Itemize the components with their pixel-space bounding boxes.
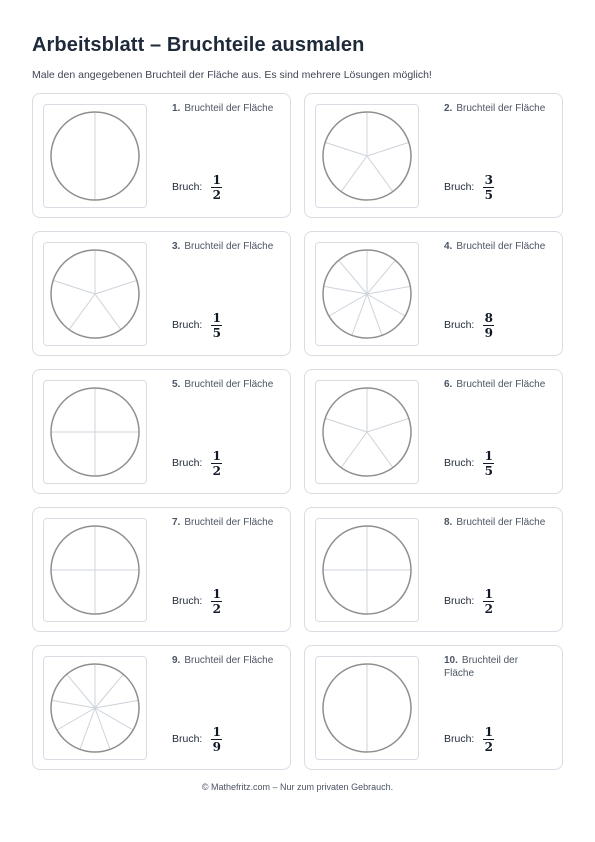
circle-shape[interactable] <box>319 660 415 756</box>
exercise-prompt: Bruchteil der Fläche <box>184 241 274 252</box>
denominator: 2 <box>212 187 222 202</box>
denominator: 9 <box>212 739 222 754</box>
fraction-label: Bruch: <box>444 181 475 193</box>
fraction-label: Bruch: <box>172 181 203 193</box>
denominator: 2 <box>212 601 222 616</box>
exercise-prompt: Bruchteil der Fläche <box>456 379 546 390</box>
exercise-number: 1. <box>172 103 181 114</box>
exercise-prompt: Bruchteil der Fläche <box>456 241 546 252</box>
fraction <box>483 311 494 340</box>
exercise-description <box>444 516 549 529</box>
denominator: 2 <box>484 601 494 616</box>
exercise-number: 8. <box>444 517 453 528</box>
exercise-prompt: Bruchteil der Fläche <box>456 517 546 528</box>
exercise-card <box>32 231 291 356</box>
sector-divider <box>80 708 95 749</box>
sector-divider <box>367 432 393 468</box>
exercise-card <box>32 93 291 218</box>
exercise-prompt: Bruchteil der Fläche <box>184 517 274 528</box>
fraction-label: Bruch: <box>172 733 203 745</box>
exercise-card <box>32 645 291 770</box>
exercise-description <box>444 102 549 115</box>
shape-frame <box>315 104 419 208</box>
numerator: 1 <box>212 310 222 325</box>
exercise-description <box>172 240 277 253</box>
shape-frame <box>43 518 147 622</box>
fraction <box>483 725 494 754</box>
page-title: Arbeitsblatt – Bruchteile ausmalen <box>32 34 365 56</box>
circle-shape[interactable] <box>47 108 143 204</box>
circle-shape[interactable] <box>47 246 143 342</box>
sector-divider <box>53 280 95 294</box>
fraction-label: Bruch: <box>444 733 475 745</box>
sector-divider <box>95 280 137 294</box>
fraction-row <box>172 446 222 480</box>
exercise-number: 3. <box>172 241 181 252</box>
denominator: 9 <box>484 325 494 340</box>
sector-divider <box>329 294 367 316</box>
exercise-card <box>304 93 563 218</box>
exercise-number: 9. <box>172 655 181 666</box>
denominator: 2 <box>212 463 222 478</box>
circle-shape[interactable] <box>319 522 415 618</box>
exercise-description <box>172 102 277 115</box>
exercise-prompt: Bruchteil der Fläche <box>184 379 274 390</box>
fraction <box>483 449 494 478</box>
fraction-label: Bruch: <box>172 457 203 469</box>
fraction <box>211 311 222 340</box>
fraction-row <box>444 722 494 756</box>
shape-frame <box>315 242 419 346</box>
exercise-description <box>444 240 549 253</box>
exercise-card <box>304 231 563 356</box>
shape-frame <box>315 380 419 484</box>
shape-frame <box>315 518 419 622</box>
exercise-prompt: Bruchteil der Fläche <box>444 655 519 679</box>
footer-copyright: © Mathefritz.com – Nur zum privaten Gebrauch. <box>201 782 394 792</box>
sector-divider <box>367 142 409 156</box>
sector-divider <box>367 156 393 192</box>
numerator: 1 <box>212 586 222 601</box>
circle-shape[interactable] <box>319 108 415 204</box>
fraction-row <box>444 308 494 342</box>
exercise-card <box>32 369 291 494</box>
instructions: Male den angegebenen Bruchteil der Fläche aus. Es sind mehrere Lösungen möglich! <box>32 69 432 81</box>
fraction-row <box>172 584 222 618</box>
shape-frame <box>315 656 419 760</box>
denominator: 2 <box>484 739 494 754</box>
exercise-description <box>172 378 277 391</box>
shape-frame <box>43 242 147 346</box>
sector-divider <box>67 674 95 708</box>
shape-frame <box>43 104 147 208</box>
exercise-description <box>444 378 549 391</box>
fraction <box>211 449 222 478</box>
sector-divider <box>57 708 95 730</box>
exercise-number: 7. <box>172 517 181 528</box>
circle-shape[interactable] <box>319 246 415 342</box>
numerator: 8 <box>484 310 494 325</box>
sector-divider <box>352 294 367 335</box>
exercise-grid <box>32 93 563 770</box>
fraction-label: Bruch: <box>172 595 203 607</box>
circle-shape[interactable] <box>319 384 415 480</box>
exercise-number: 4. <box>444 241 453 252</box>
sector-divider <box>367 294 382 335</box>
fraction-row <box>444 446 494 480</box>
circle-shape[interactable] <box>47 384 143 480</box>
numerator: 1 <box>212 172 222 187</box>
fraction-row <box>172 170 222 204</box>
circle-shape[interactable] <box>47 522 143 618</box>
sector-divider <box>324 286 367 294</box>
shape-frame <box>43 656 147 760</box>
sector-divider <box>341 156 367 192</box>
sector-divider <box>367 418 409 432</box>
exercise-description <box>172 516 277 529</box>
sector-divider <box>339 260 367 294</box>
fraction <box>483 587 494 616</box>
exercise-description <box>172 654 277 667</box>
exercise-description <box>444 654 549 680</box>
fraction-label: Bruch: <box>444 595 475 607</box>
fraction-label: Bruch: <box>444 457 475 469</box>
sector-divider <box>95 294 121 330</box>
exercise-number: 6. <box>444 379 453 390</box>
numerator: 1 <box>484 724 494 739</box>
exercise-prompt: Bruchteil der Fläche <box>456 103 546 114</box>
sector-divider <box>367 294 405 316</box>
exercise-card <box>304 507 563 632</box>
fraction-row <box>172 308 222 342</box>
fraction <box>211 173 222 202</box>
exercise-card <box>304 369 563 494</box>
exercise-number: 2. <box>444 103 453 114</box>
exercise-prompt: Bruchteil der Fläche <box>184 655 274 666</box>
fraction-row <box>444 170 494 204</box>
denominator: 5 <box>212 325 222 340</box>
sector-divider <box>95 708 110 749</box>
denominator: 5 <box>484 187 494 202</box>
fraction-row <box>444 584 494 618</box>
sector-divider <box>367 260 395 294</box>
sector-divider <box>52 700 95 708</box>
exercise-card <box>304 645 563 770</box>
sector-divider <box>325 142 367 156</box>
sector-divider <box>341 432 367 468</box>
numerator: 3 <box>484 172 494 187</box>
sector-divider <box>69 294 95 330</box>
numerator: 1 <box>212 724 222 739</box>
numerator: 1 <box>484 586 494 601</box>
fraction <box>483 173 494 202</box>
numerator: 1 <box>484 448 494 463</box>
shape-frame <box>43 380 147 484</box>
circle-shape[interactable] <box>47 660 143 756</box>
sector-divider <box>325 418 367 432</box>
denominator: 5 <box>484 463 494 478</box>
fraction <box>211 725 222 754</box>
exercise-number: 10. <box>444 655 458 666</box>
sector-divider <box>367 286 410 294</box>
sector-divider <box>95 674 123 708</box>
fraction-row <box>172 722 222 756</box>
fraction-label: Bruch: <box>444 319 475 331</box>
fraction <box>211 587 222 616</box>
exercise-number: 5. <box>172 379 181 390</box>
sector-divider <box>95 700 138 708</box>
numerator: 1 <box>212 448 222 463</box>
exercise-card <box>32 507 291 632</box>
exercise-prompt: Bruchteil der Fläche <box>184 103 274 114</box>
fraction-label: Bruch: <box>172 319 203 331</box>
sector-divider <box>95 708 133 730</box>
